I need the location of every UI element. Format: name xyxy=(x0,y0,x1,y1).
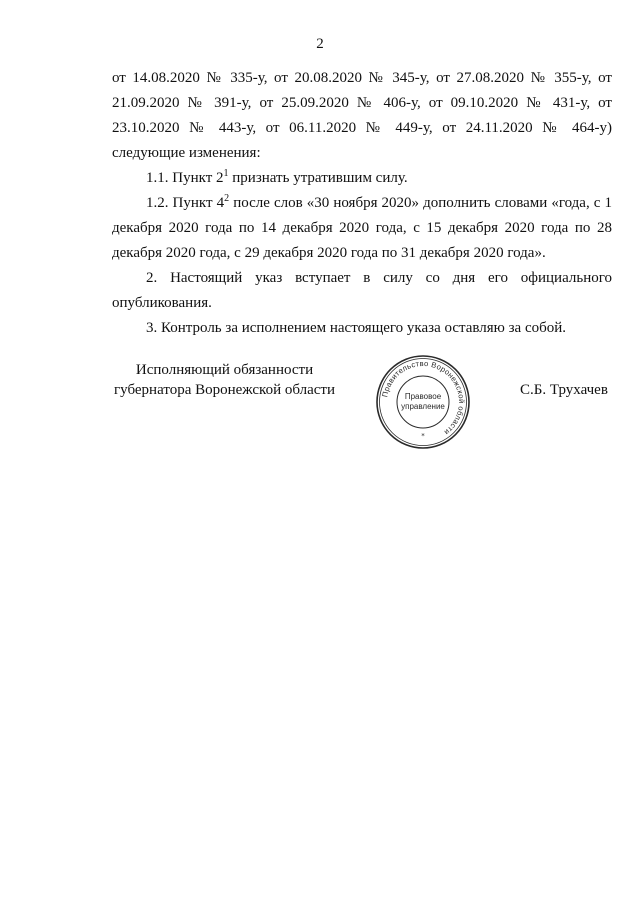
amendments-intro-paragraph: от 14.08.2020 № 335-у, от 20.08.2020 № 345-у, от 27.08.2020 № 355-у, от 21.09.2020 № 391-у, от 25.09.2020 № 406-у, от 09.10.2020 № 431-у, от 23.10.2020 № 443-у, от 06.11.2020 № 449-у, от 24.11.2020 № 464-у) следующие изменения: xyxy=(112,70,612,161)
signatory-name: С.Б. Трухачев xyxy=(520,382,608,398)
item-1-1-paragraph xyxy=(112,166,612,191)
item-1-1-text-end: признать утратившим силу. xyxy=(228,170,408,186)
svg-text:*: * xyxy=(421,432,425,440)
item-1-2-text-start: 1.2. Пункт 4 xyxy=(146,195,225,211)
item-2-paragraph: 2. Настоящий указ вступает в силу со дня его официального опубликования. xyxy=(112,270,612,311)
item-1-1-superscript: 1 xyxy=(223,168,229,179)
svg-text:управление: управление xyxy=(401,402,445,411)
signatory-position xyxy=(112,360,337,400)
item-1-2-text-end: после слов «30 ноября 2020» дополнить словами «года, с 1 декабря 2020 года по 14 декабря 2020 года, с 15 декабря 2020 года по 28 декабря 2020 года, с 29 декабря 2020 года по 31 декабря 2020 года». xyxy=(112,195,612,261)
page-number: 2 xyxy=(316,36,324,52)
official-seal xyxy=(373,352,473,452)
document-body xyxy=(112,66,612,341)
item-1-2-superscript: 2 xyxy=(224,193,230,204)
svg-text:Правовое: Правовое xyxy=(404,392,442,401)
svg-text:Правительство Воронежской обла: Правительство Воронежской области xyxy=(380,358,467,438)
signatory-position-line-2: губернатора Воронежской области xyxy=(114,382,335,398)
item-1-1-text-start: 1.1. Пункт 2 xyxy=(146,170,224,186)
item-1-2-paragraph xyxy=(112,191,612,266)
signatory-position-line-1: Исполняющий обязанности xyxy=(135,362,314,378)
seal-graphic xyxy=(373,352,473,452)
item-3-paragraph: 3. Контроль за исполнением настоящего указа оставляю за собой. xyxy=(146,320,567,336)
